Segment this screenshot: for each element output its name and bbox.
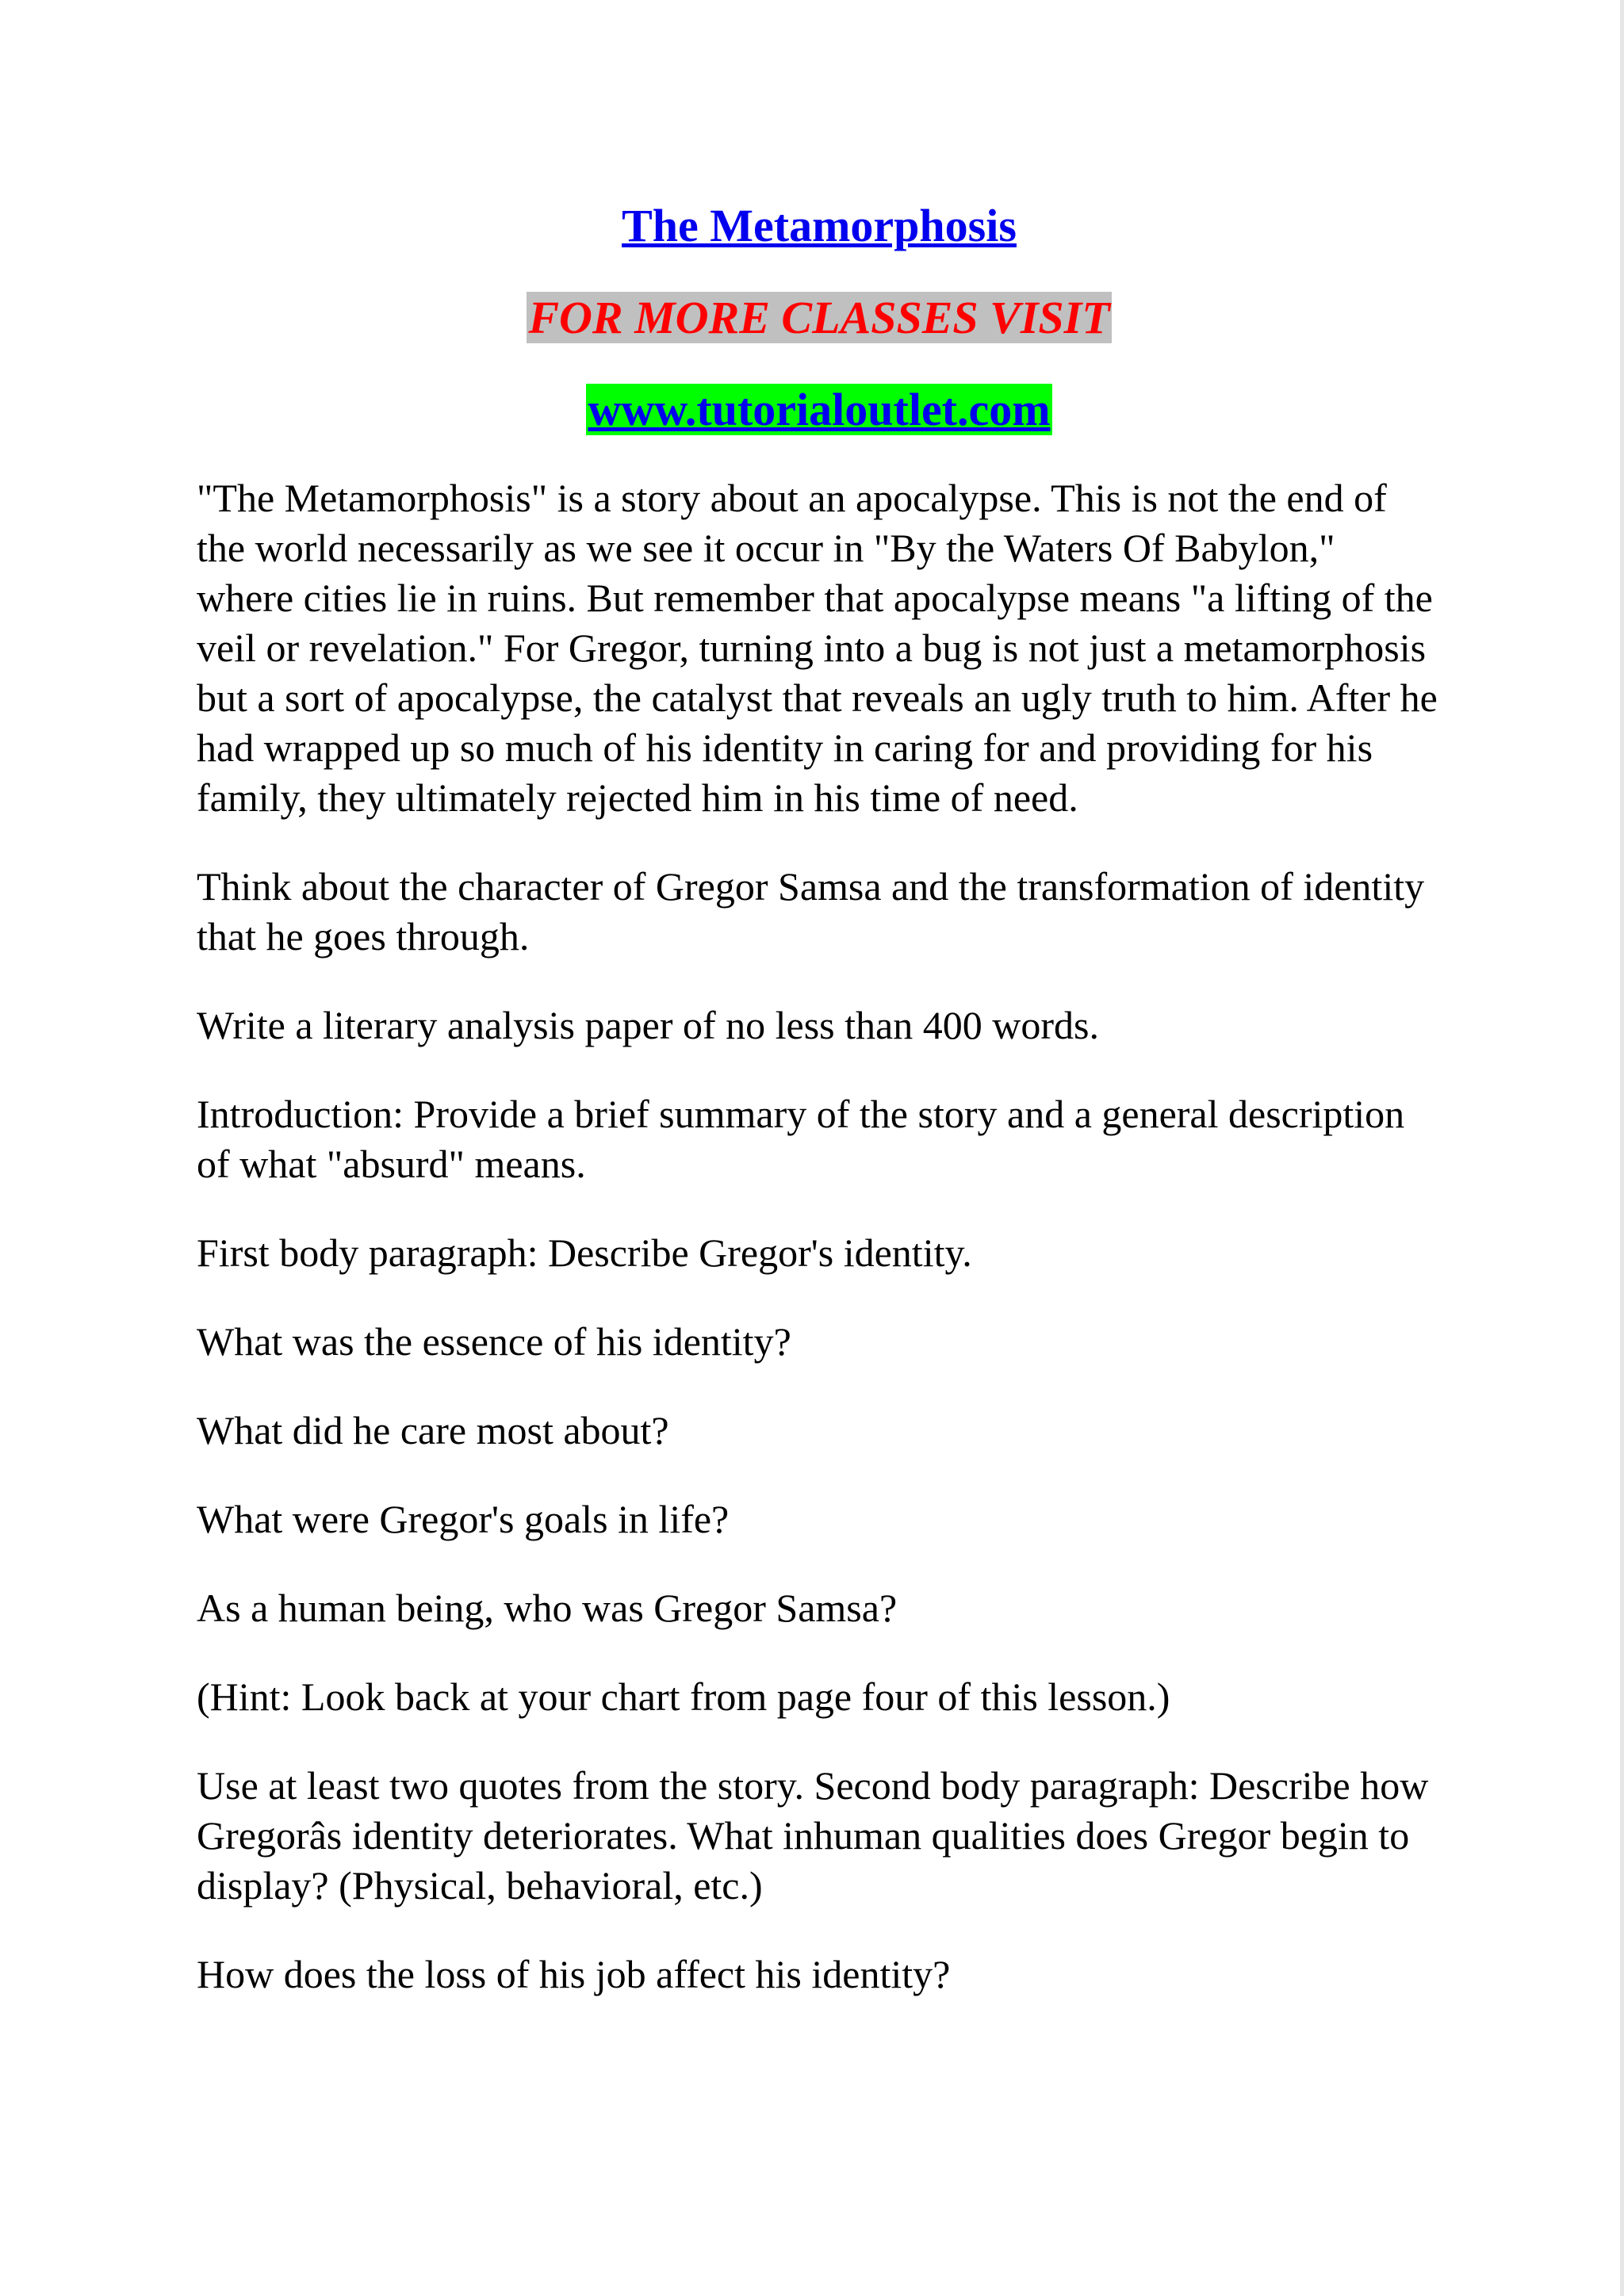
question-job-loss: How does the loss of his job affect his identity? xyxy=(197,1952,951,1996)
question-goals: What were Gregor's goals in life? xyxy=(197,1497,730,1541)
second-body-instruction: Use at least two quotes from the story. Second body paragraph: Describe how Gregorâs identity deteriorates. What inhuman qualities does Gregor begin to display? (Physical, behavioral, etc.) xyxy=(197,1763,1429,1908)
hint-paragraph: (Hint: Look back at your chart from page four of this lesson.) xyxy=(197,1674,1170,1719)
intro-paragraph: "The Metamorphosis" is a story about an apocalypse. This is not the end of the world necessarily as we see it occur in "By the Waters Of Babylon," where cities lie in ruins. But remember that apocalypse means "a lifting of the veil or revelation." For Gregor, turning into a bug is not just a metamorphosis but a sort of apocalypse, the catalyst that reveals an ugly truth to him. After he had wrapped up so much of his identity in caring for and providing for his family, they ultimately rejected him in his time of need. xyxy=(197,476,1438,820)
introduction-instruction: Introduction: Provide a brief summary of the story and a general description of what "absurd" means. xyxy=(197,1092,1405,1186)
first-body-instruction: First body paragraph: Describe Gregor's identity. xyxy=(197,1230,972,1275)
promo-text: FOR MORE CLASSES VISIT xyxy=(528,292,1110,343)
page-edge xyxy=(1620,0,1624,2296)
website-highlight xyxy=(586,384,1051,435)
word-count-instruction: Write a literary analysis paper of no less than 400 words. xyxy=(197,1003,1099,1047)
website-banner xyxy=(197,378,1442,442)
document-page xyxy=(197,194,1442,2038)
document-title xyxy=(197,194,1442,258)
promo-banner xyxy=(197,286,1442,350)
question-care: What did he care most about? xyxy=(197,1408,669,1452)
website-link[interactable]: www.tutorialoutlet.com xyxy=(588,384,1051,435)
title-link[interactable]: The Metamorphosis xyxy=(622,200,1017,251)
question-essence: What was the essence of his identity? xyxy=(197,1319,791,1364)
question-human-being: As a human being, who was Gregor Samsa? xyxy=(197,1586,898,1630)
prompt-paragraph: Think about the character of Gregor Samsa and the transformation of identity that he goes through. xyxy=(197,864,1425,959)
document-body xyxy=(197,473,1442,1999)
